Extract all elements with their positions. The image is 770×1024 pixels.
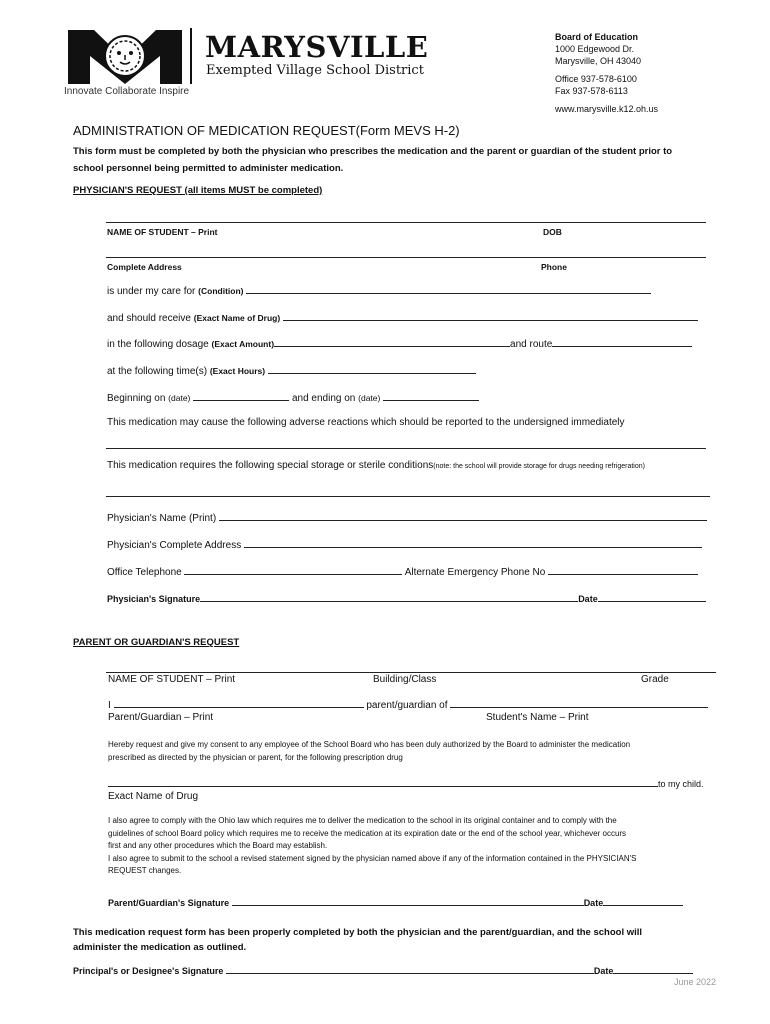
lion-m-logo-icon bbox=[66, 26, 184, 86]
parent-of-row: I parent/guardian of bbox=[108, 697, 708, 711]
storage-row: This medication requires the following special storage or sterile conditions(note: the school will provide storage for drugs needing refrigeration) bbox=[107, 460, 645, 471]
end-date-field[interactable] bbox=[383, 390, 479, 401]
parent-signature-field[interactable] bbox=[232, 895, 584, 906]
board-title: Board of Education bbox=[555, 32, 638, 42]
consent-text: Hereby request and give my consent to any employee of the School Board who has been duly authorized by the Board to administer the medication prescribed as directed by the physician or parent, for the following prescription drug bbox=[108, 740, 631, 762]
principal-signature-row: Principal's or Designee's Signature Date bbox=[73, 963, 693, 976]
times-field[interactable] bbox=[268, 363, 476, 374]
tagline: Innovate Collaborate Inspire bbox=[64, 86, 190, 97]
alt-phone-field[interactable] bbox=[548, 564, 698, 575]
phone-row: Office Telephone Alternate Emergency Phone No bbox=[107, 564, 698, 578]
building-label: Building/Class bbox=[373, 674, 437, 685]
student-name-label: NAME OF STUDENT – Print bbox=[107, 227, 218, 237]
dosage-row: in the following dosage (Exact Amount) and route bbox=[107, 336, 707, 350]
adverse-text: This medication may cause the following adverse reactions which should be reported to the undersigned immediately bbox=[107, 417, 625, 428]
physician-heading: PHYSICIAN'S REQUEST (all items MUST be completed) bbox=[73, 185, 323, 196]
physician-name-field[interactable] bbox=[219, 510, 707, 521]
drug-line-row: to my child. bbox=[108, 776, 704, 789]
address-line1: 1000 Edgewood Dr. bbox=[555, 44, 635, 54]
parent-student-line[interactable] bbox=[106, 672, 716, 673]
storage-line[interactable] bbox=[106, 496, 710, 497]
physician-address-row: Physician's Complete Address bbox=[107, 537, 702, 551]
drug-name-field[interactable] bbox=[283, 310, 698, 321]
begin-date-field[interactable] bbox=[193, 390, 289, 401]
adverse-line[interactable] bbox=[106, 448, 706, 449]
parent-signature-row: Parent/Guardian's Signature Date bbox=[108, 895, 683, 908]
logo-divider bbox=[190, 28, 192, 84]
parent-date-field[interactable] bbox=[603, 895, 683, 906]
fax-number: Fax 937-578-6113 bbox=[555, 86, 628, 96]
closing-statement: This medication request form has been properly completed by both the physician and the parent/guardian, and the school will administer the medication as outlined. bbox=[73, 927, 643, 953]
physician-signature-row: Physician's Signature Date bbox=[107, 591, 706, 604]
district-name: MARYSVILLE bbox=[205, 30, 429, 64]
form-title: ADMINISTRATION OF MEDICATION REQUEST(Form MEVS H-2) bbox=[73, 123, 460, 138]
address-label: Complete Address bbox=[107, 262, 182, 272]
form-intro: This form must be completed by both the physician who prescribes the medication and the parent or guardian of the student prior to school personnel being permitted to administer medication. bbox=[73, 146, 673, 174]
principal-date-field[interactable] bbox=[613, 963, 693, 974]
student-name-field[interactable] bbox=[450, 697, 708, 708]
agreement-text: I also agree to comply with the Ohio law which requires me to deliver the medication to the school in its original container and to comply with the guidelines of school Board policy which requires me to receive the medication at its expiration date or the end of the school year, whichever occurs first and any other procedures which the Board may establish. I also agree to submit to the school a revised statement signed by the physician named above if any of the information contained in the PHYSICIAN'S REQUEST changes. bbox=[108, 816, 637, 875]
district-logo bbox=[66, 26, 184, 86]
condition-row: is under my care for (Condition) bbox=[107, 283, 707, 297]
principal-signature-field[interactable] bbox=[226, 963, 594, 974]
district-subtitle: Exempted Village School District bbox=[206, 63, 424, 78]
parent-drug-field[interactable] bbox=[108, 776, 658, 787]
address-line2: Marysville, OH 43040 bbox=[555, 56, 642, 66]
physician-name-row: Physician's Name (Print) bbox=[107, 510, 707, 524]
grade-label: Grade bbox=[641, 674, 669, 685]
condition-field[interactable] bbox=[246, 283, 651, 294]
times-row: at the following time(s) (Exact Hours) bbox=[107, 363, 707, 377]
revision-date: June 2022 bbox=[674, 977, 717, 987]
office-phone-field[interactable] bbox=[184, 564, 402, 575]
phone-label: Phone bbox=[541, 262, 567, 272]
dob-label: DOB bbox=[543, 227, 562, 237]
physician-signature-field[interactable] bbox=[200, 591, 578, 602]
website[interactable]: www.marysville.k12.oh.us bbox=[555, 104, 659, 114]
physician-date-field[interactable] bbox=[598, 591, 706, 602]
exact-drug-label: Exact Name of Drug bbox=[108, 791, 199, 802]
parent-heading: PARENT OR GUARDIAN'S REQUEST bbox=[73, 637, 240, 648]
route-field[interactable] bbox=[552, 336, 692, 347]
parent-name-field[interactable] bbox=[114, 697, 364, 708]
student-name-line[interactable] bbox=[106, 222, 706, 223]
board-contact bbox=[555, 31, 658, 115]
physician-address-field[interactable] bbox=[244, 537, 702, 548]
address-line[interactable] bbox=[106, 257, 706, 258]
parent-guardian-label: Parent/Guardian – Print bbox=[108, 712, 214, 723]
drug-row: and should receive (Exact Name of Drug) bbox=[107, 310, 707, 324]
student-name-print-label: Student's Name – Print bbox=[486, 712, 589, 723]
dates-row: Beginning on (date) and ending on (date) bbox=[107, 390, 707, 404]
parent-student-label: NAME OF STUDENT – Print bbox=[108, 674, 236, 685]
dosage-field[interactable] bbox=[274, 336, 510, 347]
office-phone: Office 937-578-6100 bbox=[555, 74, 637, 84]
